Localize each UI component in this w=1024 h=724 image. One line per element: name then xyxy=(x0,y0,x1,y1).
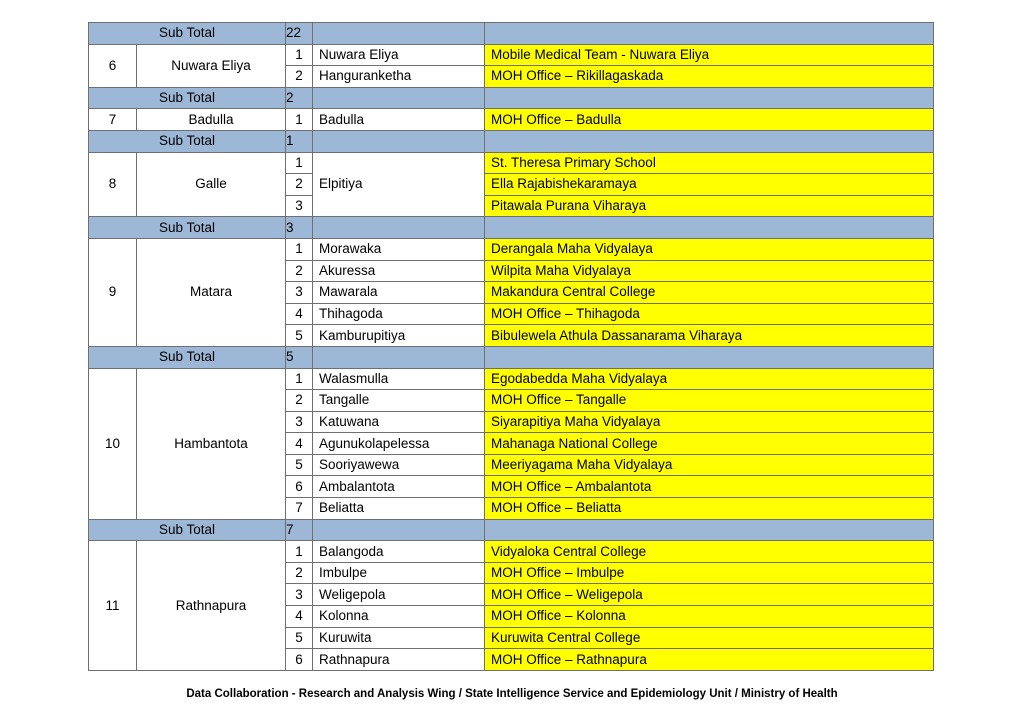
vaccination-location: Mobile Medical Team - Nuwara Eliya xyxy=(485,44,934,66)
vaccination-location: Makandura Central College xyxy=(485,282,934,304)
subtotal-empty-cell xyxy=(313,217,485,239)
subtotal-count: 1 xyxy=(286,130,313,152)
entry-number: 1 xyxy=(286,238,313,260)
district-name: Matara xyxy=(137,238,286,346)
district-name: Galle xyxy=(137,152,286,217)
table-row xyxy=(89,368,934,390)
entry-number: 2 xyxy=(286,390,313,412)
moh-area: Badulla xyxy=(313,109,485,131)
subtotal-count: 3 xyxy=(286,217,313,239)
subtotal-count: 7 xyxy=(286,519,313,541)
subtotal-label: Sub Total xyxy=(89,87,286,109)
moh-area: Balangoda xyxy=(313,541,485,563)
moh-area: Sooriyawewa xyxy=(313,454,485,476)
vaccination-location: Vidyaloka Central College xyxy=(485,541,934,563)
entry-number: 7 xyxy=(286,498,313,520)
moh-area: Imbulpe xyxy=(313,562,485,584)
entry-number: 2 xyxy=(286,174,313,196)
district-number: 6 xyxy=(89,44,137,87)
district-number: 10 xyxy=(89,368,137,519)
subtotal-label: Sub Total xyxy=(89,217,286,239)
district-name: Hambantota xyxy=(137,368,286,519)
subtotal-empty-cell xyxy=(313,23,485,45)
page-footer: Data Collaboration - Research and Analysis Wing / State Intelligence Service and Epidemiology Unit / Ministry of Health xyxy=(186,688,838,700)
vaccination-location: Egodabedda Maha Vidyalaya xyxy=(485,368,934,390)
district-number: 11 xyxy=(89,541,137,671)
moh-area: Agunukolapelessa xyxy=(313,433,485,455)
entry-number: 2 xyxy=(286,260,313,282)
subtotal-count: 22 xyxy=(286,23,313,45)
entry-number: 4 xyxy=(286,303,313,325)
table-row xyxy=(89,541,934,563)
vaccination-location: Mahanaga National College xyxy=(485,433,934,455)
table-body xyxy=(89,23,934,671)
subtotal-empty-cell xyxy=(485,519,934,541)
subtotal-label: Sub Total xyxy=(89,130,286,152)
district-name: Badulla xyxy=(137,109,286,131)
table-row xyxy=(89,152,934,174)
entry-number: 1 xyxy=(286,109,313,131)
moh-area: Rathnapura xyxy=(313,649,485,671)
subtotal-empty-cell xyxy=(313,346,485,368)
moh-area: Akuressa xyxy=(313,260,485,282)
entry-number: 2 xyxy=(286,562,313,584)
subtotal-empty-cell xyxy=(485,130,934,152)
vaccination-location: Ella Rajabishekaramaya xyxy=(485,174,934,196)
vaccination-location: MOH Office – Kolonna xyxy=(485,606,934,628)
vaccination-location: St. Theresa Primary School xyxy=(485,152,934,174)
vaccination-centers-table xyxy=(88,22,934,671)
vaccination-location: MOH Office – Tangalle xyxy=(485,390,934,412)
subtotal-empty-cell xyxy=(313,87,485,109)
district-number: 7 xyxy=(89,109,137,131)
vaccination-location: Siyarapitiya Maha Vidyalaya xyxy=(485,411,934,433)
moh-area: Kuruwita xyxy=(313,627,485,649)
subtotal-row xyxy=(89,87,934,109)
subtotal-row xyxy=(89,130,934,152)
entry-number: 2 xyxy=(286,66,313,88)
moh-area: Kamburupitiya xyxy=(313,325,485,347)
entry-number: 3 xyxy=(286,584,313,606)
entry-number: 4 xyxy=(286,606,313,628)
vaccination-location: MOH Office – Beliatta xyxy=(485,498,934,520)
subtotal-row xyxy=(89,346,934,368)
moh-area: Ambalantota xyxy=(313,476,485,498)
entry-number: 1 xyxy=(286,44,313,66)
vaccination-location: MOH Office – Rathnapura xyxy=(485,649,934,671)
subtotal-empty-cell xyxy=(485,217,934,239)
entry-number: 3 xyxy=(286,411,313,433)
subtotal-row xyxy=(89,217,934,239)
entry-number: 4 xyxy=(286,433,313,455)
vaccination-location: MOH Office – Rikillagaskada xyxy=(485,66,934,88)
subtotal-empty-cell xyxy=(485,87,934,109)
entry-number: 5 xyxy=(286,325,313,347)
moh-area: Walasmulla xyxy=(313,368,485,390)
subtotal-empty-cell xyxy=(313,519,485,541)
moh-area: Elpitiya xyxy=(313,152,485,217)
district-name: Nuwara Eliya xyxy=(137,44,286,87)
entry-number: 5 xyxy=(286,627,313,649)
table-row xyxy=(89,238,934,260)
table-row xyxy=(89,109,934,131)
subtotal-count: 5 xyxy=(286,346,313,368)
vaccination-location: Derangala Maha Vidyalaya xyxy=(485,238,934,260)
entry-number: 5 xyxy=(286,454,313,476)
vaccination-location: Bibulewela Athula Dassanarama Viharaya xyxy=(485,325,934,347)
subtotal-empty-cell xyxy=(485,346,934,368)
subtotal-row xyxy=(89,23,934,45)
subtotal-count: 2 xyxy=(286,87,313,109)
subtotal-label: Sub Total xyxy=(89,519,286,541)
entry-number: 6 xyxy=(286,649,313,671)
entry-number: 1 xyxy=(286,541,313,563)
moh-area: Katuwana xyxy=(313,411,485,433)
entry-number: 1 xyxy=(286,368,313,390)
moh-area: Hanguranketha xyxy=(313,66,485,88)
vaccination-location: MOH Office – Ambalantota xyxy=(485,476,934,498)
vaccination-location: Wilpita Maha Vidyalaya xyxy=(485,260,934,282)
entry-number: 6 xyxy=(286,476,313,498)
district-number: 9 xyxy=(89,238,137,346)
vaccination-location: Kuruwita Central College xyxy=(485,627,934,649)
district-name: Rathnapura xyxy=(137,541,286,671)
vaccination-location: Meeriyagama Maha Vidyalaya xyxy=(485,454,934,476)
table-row xyxy=(89,44,934,66)
entry-number: 3 xyxy=(286,195,313,217)
entry-number: 1 xyxy=(286,152,313,174)
subtotal-empty-cell xyxy=(485,23,934,45)
vaccination-location: MOH Office – Weligepola xyxy=(485,584,934,606)
moh-area: Kolonna xyxy=(313,606,485,628)
subtotal-row xyxy=(89,519,934,541)
vaccination-location: Pitawala Purana Viharaya xyxy=(485,195,934,217)
vaccination-location: MOH Office – Badulla xyxy=(485,109,934,131)
moh-area: Thihagoda xyxy=(313,303,485,325)
moh-area: Mawarala xyxy=(313,282,485,304)
subtotal-label: Sub Total xyxy=(89,346,286,368)
moh-area: Nuwara Eliya xyxy=(313,44,485,66)
vaccination-location: MOH Office – Imbulpe xyxy=(485,562,934,584)
moh-area: Morawaka xyxy=(313,238,485,260)
moh-area: Weligepola xyxy=(313,584,485,606)
moh-area: Tangalle xyxy=(313,390,485,412)
subtotal-empty-cell xyxy=(313,130,485,152)
entry-number: 3 xyxy=(286,282,313,304)
vaccination-location: MOH Office – Thihagoda xyxy=(485,303,934,325)
subtotal-label: Sub Total xyxy=(89,23,286,45)
district-number: 8 xyxy=(89,152,137,217)
moh-area: Beliatta xyxy=(313,498,485,520)
